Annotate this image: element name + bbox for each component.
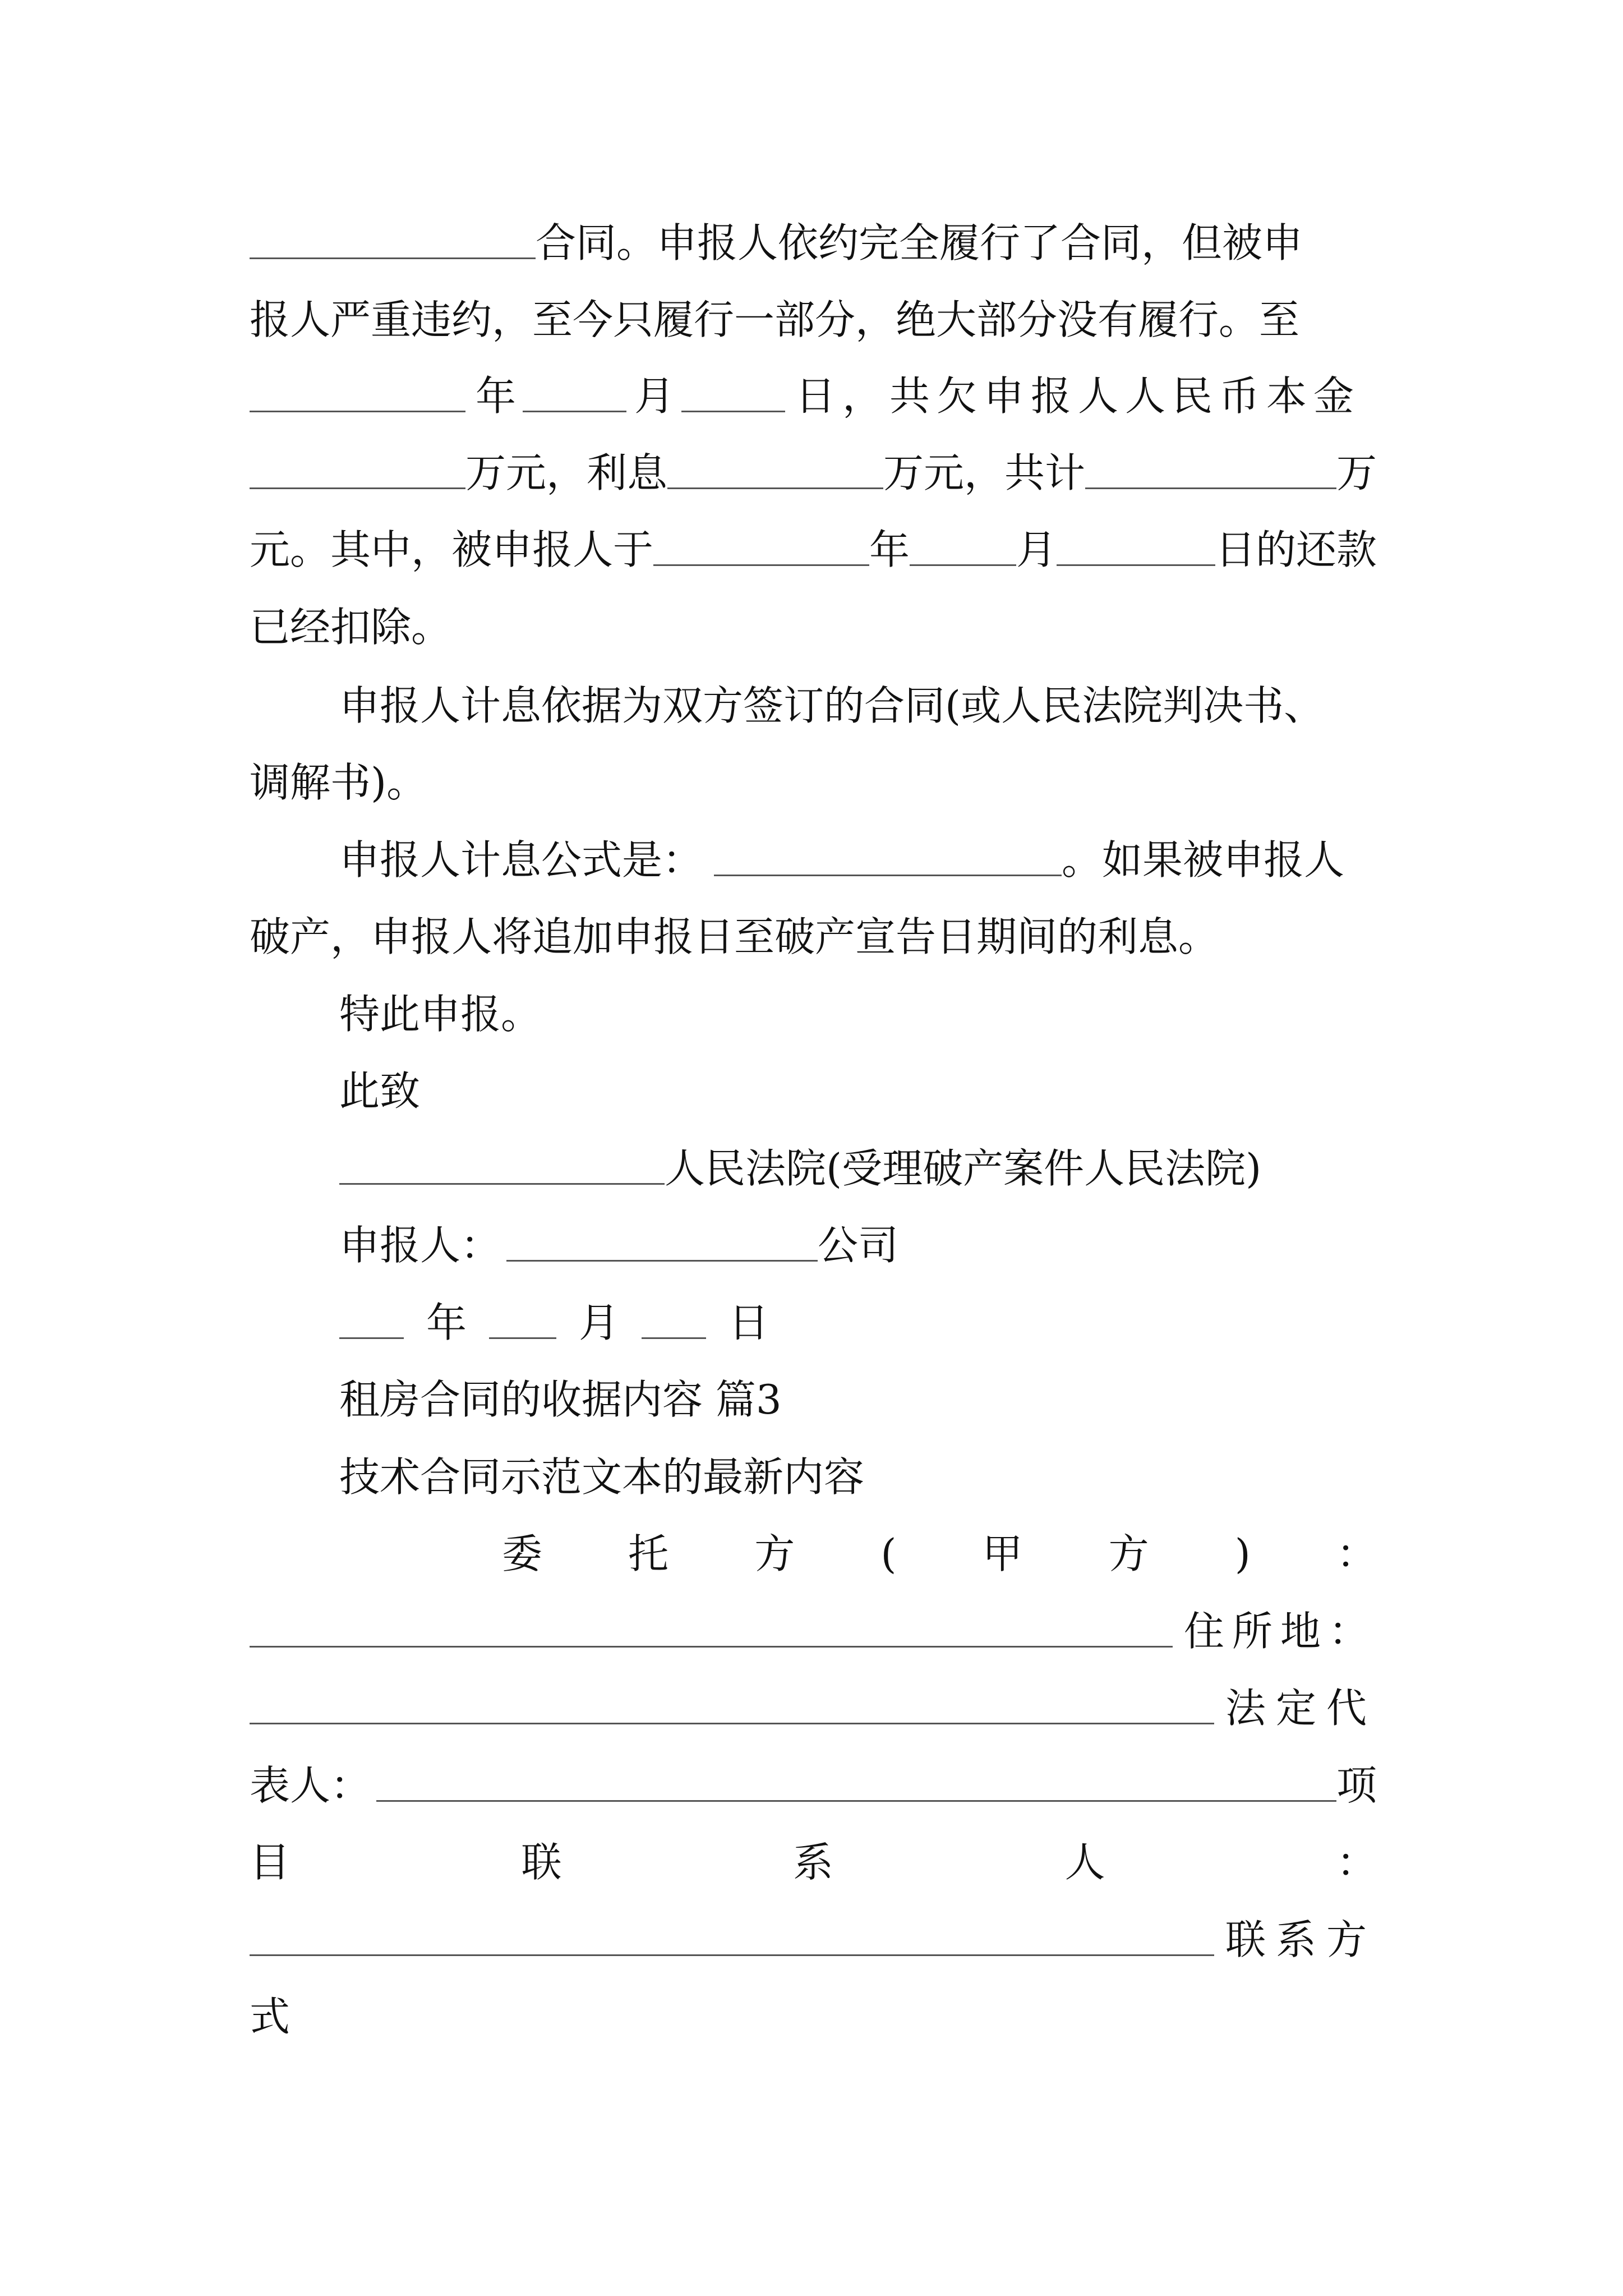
section-heading: 租房合同的收据内容 篇3: [339, 1376, 782, 1423]
para2-line1: 申报人计息依据为双方签订的合同(或人民法院判决书、: [339, 682, 1325, 729]
contact-method-line2: 式: [250, 1993, 291, 2040]
project-contact-blank: [250, 1924, 1214, 1956]
para1-line4: 万元，利息 万元，共计 万: [250, 435, 1377, 511]
repay-day-blank: [1057, 533, 1215, 566]
sign-month-blank: [489, 1306, 556, 1339]
interest-blank: [667, 457, 883, 489]
principal-blank: [250, 457, 465, 489]
client-address-line: 住所地：: [250, 1593, 1377, 1669]
repay-year-blank: [653, 533, 869, 566]
para3-line2: 破产，申报人将追加申报日至破产宣告日期间的利息。: [250, 913, 1219, 960]
para1-line1: 合同。申报人依约完全履行了合同，但被申: [250, 205, 1377, 281]
year-blank: [250, 380, 465, 412]
court-blank: [339, 1152, 665, 1185]
para1-line6: 已经扣除。: [250, 604, 452, 651]
para1-line5: 元。其中，被申报人于 年 月 日的还款: [250, 526, 1377, 573]
legal-rep-blank: [376, 1769, 1336, 1802]
client-name-blank: [250, 1615, 1173, 1648]
contact-method-line1: 联系方: [250, 1902, 1377, 1978]
legal-rep-line2: 表人： 项: [250, 1762, 1377, 1809]
contract-name-blank: [250, 227, 536, 259]
para1-line3: 年 月 日，共欠申报人人民币本金: [250, 358, 1377, 434]
day-blank: [681, 380, 785, 412]
month-blank: [523, 380, 626, 412]
project-contact-line: 目 联 系 人 ：: [250, 1839, 1377, 1886]
sign-year-blank: [339, 1306, 404, 1339]
repay-month-blank: [910, 533, 1016, 566]
cizhi: 此致: [339, 1068, 421, 1115]
para2-line2: 调解书)。: [250, 759, 427, 806]
formula-blank: [714, 844, 1062, 876]
court-line: 人民法院(受理破产案件人民法院): [339, 1130, 1377, 1207]
sign-day-blank: [642, 1306, 706, 1339]
para3-line1: 申报人计息公式是： 。如果被申报人: [339, 836, 1345, 884]
applicant-company-blank: [506, 1229, 818, 1262]
tebi-shenbao: 特此申报。: [339, 991, 542, 1038]
total-blank: [1085, 457, 1336, 489]
para1-line2: 报人严重违约，至今只履行一部分，绝大部分没有履行。至: [250, 296, 1300, 343]
client-party-line: 委 托 方 ( 甲 方 ) ：: [502, 1530, 1377, 1577]
legal-rep-line1: 法定代: [250, 1670, 1377, 1746]
section-subheading: 技术合同示范文本的最新内容: [339, 1453, 865, 1501]
applicant-line: 申报人： 公司: [339, 1222, 899, 1269]
date-line: 年 月 日: [339, 1285, 1377, 1361]
address-blank: [250, 1692, 1214, 1724]
